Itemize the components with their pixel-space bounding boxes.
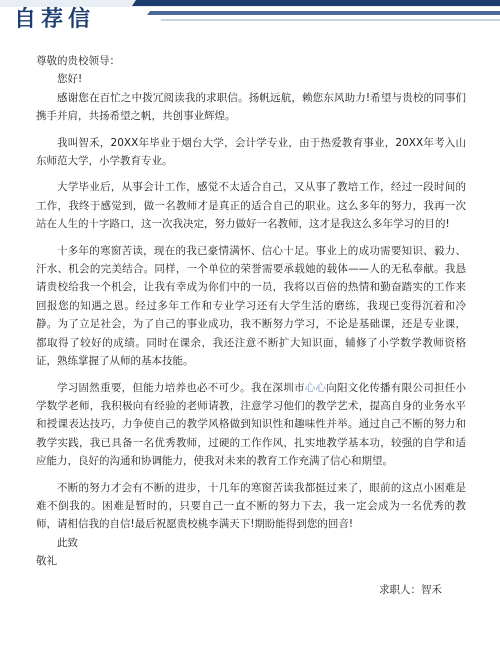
closing-2: 敬礼 [36, 555, 57, 568]
paragraph-3: 大学毕业后，从事会计工作，感觉不太适合自己，又从事了教培工作，经过一段时间的工作，我终于感觉到，做一名教师才是真正的适合自己的职业。这么多年的努力，我再一次站在人生的十字路口，这一次我决定，努力做好一名教师，这才是我这么多年学习的目的! [36, 181, 466, 231]
closing-1: 此致 [57, 536, 78, 549]
greeting: 您好! [57, 73, 83, 86]
header-banner [0, 0, 500, 40]
light-stripe [160, 19, 500, 21]
paragraph-5-highlight: 心心 [304, 381, 327, 394]
salutation: 尊敬的贵校领导： [36, 55, 120, 67]
paragraph-5-part-c: 向阳文化传播有限公司担任小学数学老师，我积极向有经验的老师请教，注意学习他们的教学艺术，提高自身的业务水平和授课表达技巧，力争使自己的教学风格做到知识性和趣味性并举。通过自己不断的努力和教学实践，我已具备一名优秀教师，过硬的工作作风，扎实地教学基本功，较强的自学和适应能力，良好的沟通和协调能力，使我对未来的教育工作充满了信心和期望。 [36, 381, 467, 468]
letter-body [36, 52, 466, 599]
blue-stripe [147, 11, 500, 15]
navy-stripe [132, 0, 500, 6]
paragraph-2: 我叫智禾，20XX年毕业于烟台大学，会计学专业，由于热爱教育事业，20XX年考入山东师范大学，小学教育专业。 [36, 136, 466, 168]
page-title: 自荐信 [14, 7, 96, 32]
paragraph-4: 十多年的寒窗苦读，现在的我已豪情满怀、信心十足。事业上的成功需要知识、毅力、汗水、机会的完美结合。同样，一个单位的荣誉需要承载她的载体——人的无私奉献。我恳请贵校给我一个机会，让我有幸成为你们中的一员，我将以百倍的热情和勤奋踏实的工作来回报您的知遇之恩。经过多年工作和专业学习还有大学生活的磨练，我现已变得沉着和冷静。为了立足社会，为了自己的事业成功，我不断努力学习，不论是基础课，还是专业课，都取得了较好的成绩。同时在课余，我还注意不断扩大知识面，辅修了小学数学教师资格证，熟练掌握了从师的基本技能。 [36, 244, 466, 368]
paragraph-1: 感谢您在百忙之中拨冗阅读我的求职信。扬帆远航，赖您东风助力!希望与贵校的同事们携手并肩，共扬希望之帆，共创事业辉煌。 [36, 91, 466, 123]
paragraph-5-part-a: 学习固然重要，但能力培养也必不可少。我在深圳市 [57, 381, 305, 394]
paragraph-6: 不断的努力才会有不断的进步，十几年的寒窗苦读我都挺过来了，眼前的这点小困难是难不倒我的。困难是暂时的，只要自己一直不断的努力下去，我一定会成为一名优秀的教师，请相信我的自信!最后祝愿贵校桃李满天下!期盼能得到您的回音! [36, 481, 466, 531]
signature: 求职人：智禾 [379, 583, 442, 596]
paragraph-5 [36, 379, 466, 471]
